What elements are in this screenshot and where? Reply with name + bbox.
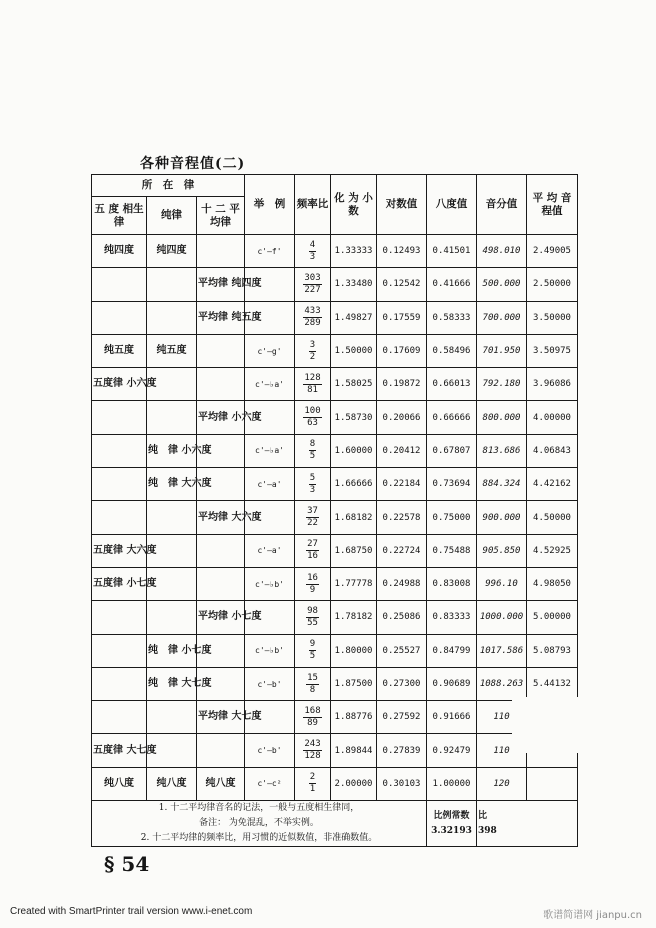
ratio-cell <box>295 767 331 800</box>
equal-cell: 平均律 大七度 <box>197 701 245 734</box>
just-cell <box>147 268 197 301</box>
ratio-fraction <box>303 406 321 429</box>
ratio-cell <box>295 667 331 700</box>
semitone-header: 平 均 音程值 <box>527 175 578 235</box>
just-cell <box>147 701 197 734</box>
decimal-cell: 1.33480 <box>331 268 377 301</box>
table-row <box>92 667 578 700</box>
example-cell: c'—♭a' <box>245 434 295 467</box>
ratio-denominator: 227 <box>304 284 321 295</box>
ratio-cell <box>295 434 331 467</box>
pythagorean-cell: 五度律 小七度 <box>92 567 147 600</box>
octave-cell: 0.91666 <box>427 701 477 734</box>
cents-cell: 110 <box>477 734 527 767</box>
cents-header: 音分值 <box>477 175 527 235</box>
table-row <box>92 368 578 401</box>
decimal-cell: 1.78182 <box>331 601 377 634</box>
pythagorean-header: 五 度 相生律 <box>92 197 147 235</box>
semitone-cell: 3.96086 <box>527 368 578 401</box>
ratio-numerator: 2 <box>309 772 316 783</box>
decimal-header: 化 为 小 数 <box>331 175 377 235</box>
equal-cell <box>197 235 245 268</box>
ratio-denominator: 16 <box>307 551 318 562</box>
table-row <box>92 468 578 501</box>
pythagorean-cell: 纯五度 <box>92 334 147 367</box>
ratio-fraction <box>303 373 321 396</box>
cents-cell: 884.324 <box>477 468 527 501</box>
equal-cell <box>197 734 245 767</box>
cents-cell: 500.000 <box>477 268 527 301</box>
ratio-numerator: 128 <box>304 372 321 383</box>
ratio-denominator: 5 <box>309 451 316 462</box>
table-row <box>92 334 578 367</box>
ratio-numerator: 27 <box>307 539 318 550</box>
example-cell: c'—a' <box>245 534 295 567</box>
pythagorean-cell <box>92 634 147 667</box>
just-cell <box>147 301 197 334</box>
ratio-numerator: 5 <box>309 472 316 483</box>
decimal-cell: 1.77778 <box>331 567 377 600</box>
equal-cell: 平均律 小七度 <box>197 601 245 634</box>
pythagorean-cell: 五度律 大七度 <box>92 734 147 767</box>
semitone-cell: 5.44132 <box>527 667 578 700</box>
log-cell: 0.19872 <box>377 368 427 401</box>
log-cell: 0.30103 <box>377 767 427 800</box>
ratio-numerator: 303 <box>304 272 321 283</box>
equal-cell: 平均律 大六度 <box>197 501 245 534</box>
ratio-fraction <box>306 673 319 696</box>
octave-cell: 1.00000 <box>427 767 477 800</box>
constant-cell-cut <box>477 801 578 847</box>
ratio-denominator: 9 <box>309 584 316 595</box>
equal-cell <box>197 534 245 567</box>
octave-cell: 0.84799 <box>427 634 477 667</box>
just-cell: 纯四度 <box>147 235 197 268</box>
ratio-fraction <box>309 340 316 363</box>
just-cell: 纯 律 大六度 <box>147 468 197 501</box>
octave-cell: 0.41501 <box>427 235 477 268</box>
ratio-numerator: 4 <box>309 239 316 250</box>
ratio-numerator: 168 <box>304 705 321 716</box>
ratio-numerator: 16 <box>307 572 318 583</box>
ratio-denominator: 81 <box>307 384 318 395</box>
decimal-cell: 1.50000 <box>331 334 377 367</box>
log-cell: 0.17559 <box>377 301 427 334</box>
cents-cell: 900.000 <box>477 501 527 534</box>
ratio-denominator: 22 <box>307 518 318 529</box>
semitone-cell: 4.42162 <box>527 468 578 501</box>
ratio-fraction <box>309 240 316 263</box>
log-header: 对数值 <box>377 175 427 235</box>
table-row <box>92 567 578 600</box>
semitone-cell: 4.06843 <box>527 434 578 467</box>
note-line-1: 1. 十二平均律音名的记法，一般与五度相生律同， <box>158 803 360 814</box>
table-row <box>92 235 578 268</box>
notes-cell <box>92 801 427 847</box>
octave-cell: 0.83008 <box>427 567 477 600</box>
just-cell <box>147 501 197 534</box>
ratio-denominator: 128 <box>304 751 321 762</box>
decimal-cell: 1.58730 <box>331 401 377 434</box>
ratio-numerator: 433 <box>304 306 321 317</box>
just-header: 纯律 <box>147 197 197 235</box>
cents-cell: 1088.263 <box>477 667 527 700</box>
log-cell: 0.20066 <box>377 401 427 434</box>
ratio-denominator: 5 <box>309 651 316 662</box>
table-row <box>92 434 578 467</box>
decimal-cell: 1.80000 <box>331 634 377 667</box>
ratio-cell <box>295 235 331 268</box>
octave-cell: 0.67807 <box>427 434 477 467</box>
page-number: § 54 <box>104 852 150 876</box>
log-cell: 0.27839 <box>377 734 427 767</box>
semitone-cell: 3.50975 <box>527 334 578 367</box>
cents-cell: 792.180 <box>477 368 527 401</box>
ratio-cell <box>295 634 331 667</box>
example-cell: c'—a' <box>245 468 295 501</box>
pythagorean-cell <box>92 701 147 734</box>
ratio-numerator: 100 <box>304 406 321 417</box>
example-cell: c'—♭b' <box>245 567 295 600</box>
constant-label: 比例常数 <box>433 810 470 821</box>
table-row <box>92 401 578 434</box>
ratio-numerator: 3 <box>309 339 316 350</box>
decimal-cell: 1.58025 <box>331 368 377 401</box>
ratio-denominator: 8 <box>309 684 316 695</box>
ratio-fraction <box>303 306 321 329</box>
interval-table <box>91 174 578 847</box>
semitone-cell: 5.08793 <box>527 634 578 667</box>
constant-label-cut: 比 <box>478 810 488 821</box>
decimal-cell: 1.68182 <box>331 501 377 534</box>
pythagorean-cell: 纯八度 <box>92 767 147 800</box>
semitone-cell: 2.49005 <box>527 235 578 268</box>
cents-cell: 1017.586 <box>477 634 527 667</box>
ratio-fraction <box>306 506 319 529</box>
log-cell: 0.25086 <box>377 601 427 634</box>
equal-cell: 平均律 小六度 <box>197 401 245 434</box>
decimal-cell: 1.66666 <box>331 468 377 501</box>
octave-cell: 0.41666 <box>427 268 477 301</box>
constant-cell <box>427 801 477 847</box>
semitone-cell: 2.50000 <box>527 268 578 301</box>
ratio-numerator: 98 <box>307 605 318 616</box>
ratio-cell <box>295 401 331 434</box>
log-cell: 0.17609 <box>377 334 427 367</box>
equal-cell: 纯八度 <box>197 767 245 800</box>
log-cell: 0.27300 <box>377 667 427 700</box>
cents-cell: 905.850 <box>477 534 527 567</box>
decimal-cell: 1.60000 <box>331 434 377 467</box>
example-cell: c'—b' <box>245 667 295 700</box>
log-cell: 0.24988 <box>377 567 427 600</box>
table-row <box>92 268 578 301</box>
equal-cell: 平均律 纯五度 <box>197 301 245 334</box>
decimal-cell: 1.87500 <box>331 667 377 700</box>
just-cell: 纯 律 小六度 <box>147 434 197 467</box>
semitone-cell <box>527 767 578 800</box>
decimal-cell: 1.88776 <box>331 701 377 734</box>
ratio-cell <box>295 701 331 734</box>
cents-cell: 110 <box>477 701 527 734</box>
octave-cell: 0.92479 <box>427 734 477 767</box>
table-row <box>92 701 578 734</box>
example-header: 举 例 <box>245 175 295 235</box>
ratio-cell <box>295 534 331 567</box>
table-row <box>92 634 578 667</box>
cents-cell: 800.000 <box>477 401 527 434</box>
octave-cell: 0.58333 <box>427 301 477 334</box>
equal-cell <box>197 334 245 367</box>
ratio-cell <box>295 567 331 600</box>
log-cell: 0.22578 <box>377 501 427 534</box>
just-cell: 纯 律 大七度 <box>147 667 197 700</box>
ratio-cell <box>295 601 331 634</box>
decimal-cell: 1.33333 <box>331 235 377 268</box>
cents-cell: 701.950 <box>477 334 527 367</box>
log-cell: 0.22724 <box>377 534 427 567</box>
ratio-cell <box>295 501 331 534</box>
pythagorean-cell <box>92 301 147 334</box>
ratio-fraction <box>306 573 319 596</box>
pythagorean-cell: 五度律 小六度 <box>92 368 147 401</box>
ratio-denominator: 3 <box>309 251 316 262</box>
pythagorean-cell <box>92 434 147 467</box>
ratio-header: 频率比 <box>295 175 331 235</box>
log-cell: 0.27592 <box>377 701 427 734</box>
octave-cell: 0.75000 <box>427 501 477 534</box>
pythagorean-cell: 纯四度 <box>92 235 147 268</box>
table-row <box>92 601 578 634</box>
ratio-fraction <box>309 772 316 795</box>
decimal-cell: 1.89844 <box>331 734 377 767</box>
pythagorean-cell <box>92 501 147 534</box>
pythagorean-cell <box>92 268 147 301</box>
octave-cell: 0.66666 <box>427 401 477 434</box>
ratio-denominator: 1 <box>309 784 316 795</box>
table-row <box>92 767 578 800</box>
pythagorean-cell <box>92 667 147 700</box>
footer-credit: Created with SmartPrinter trail version www.i-enet.com <box>10 906 253 917</box>
log-cell: 0.12542 <box>377 268 427 301</box>
example-cell: c'—♭b' <box>245 634 295 667</box>
constant-value: 3.32193 <box>431 825 472 836</box>
octave-cell: 0.90689 <box>427 667 477 700</box>
ratio-fraction <box>303 739 321 762</box>
ratio-cell <box>295 368 331 401</box>
octave-cell: 0.75488 <box>427 534 477 567</box>
cents-cell: 498.010 <box>477 235 527 268</box>
table-row <box>92 301 578 334</box>
just-cell: 纯五度 <box>147 334 197 367</box>
equal-cell <box>197 368 245 401</box>
watermark: 歌谱简谱网 jianpu.cn <box>543 910 642 921</box>
semitone-cell: 4.52925 <box>527 534 578 567</box>
example-cell: c'—f' <box>245 235 295 268</box>
ratio-denominator: 63 <box>307 418 318 429</box>
example-cell: c'—g' <box>245 334 295 367</box>
table-row <box>92 501 578 534</box>
semitone-cell: 4.50000 <box>527 501 578 534</box>
ratio-denominator: 55 <box>307 617 318 628</box>
torn-corner <box>512 697 656 753</box>
ratio-denominator: 3 <box>309 484 316 495</box>
cents-cell: 813.686 <box>477 434 527 467</box>
equal-cell <box>197 567 245 600</box>
ratio-fraction <box>306 606 319 629</box>
ratio-numerator: 243 <box>304 739 321 750</box>
just-cell <box>147 601 197 634</box>
log-cell: 0.20412 <box>377 434 427 467</box>
semitone-cell: 5.00000 <box>527 601 578 634</box>
ratio-cell <box>295 468 331 501</box>
pythagorean-cell <box>92 401 147 434</box>
ratio-denominator: 2 <box>309 351 316 362</box>
decimal-cell: 2.00000 <box>331 767 377 800</box>
semitone-cell: 4.98050 <box>527 567 578 600</box>
equal-cell: 平均律 纯四度 <box>197 268 245 301</box>
constant-value-cut: 398 <box>478 825 497 836</box>
ratio-cell <box>295 734 331 767</box>
ratio-denominator: 89 <box>307 717 318 728</box>
ratio-cell <box>295 301 331 334</box>
octave-cell: 0.73694 <box>427 468 477 501</box>
page-title: 各种音程值(二) <box>140 156 246 172</box>
example-cell: c'—♭a' <box>245 368 295 401</box>
just-cell: 纯八度 <box>147 767 197 800</box>
ratio-fraction <box>309 439 316 462</box>
log-cell: 0.12493 <box>377 235 427 268</box>
ratio-fraction <box>303 273 321 296</box>
ratio-denominator: 289 <box>304 318 321 329</box>
just-cell <box>147 401 197 434</box>
ratio-numerator: 9 <box>309 639 316 650</box>
semitone-cell: 4.00000 <box>527 401 578 434</box>
decimal-cell: 1.49827 <box>331 301 377 334</box>
decimal-cell: 1.68750 <box>331 534 377 567</box>
table-row <box>92 534 578 567</box>
ratio-numerator: 37 <box>307 506 318 517</box>
table-row <box>92 734 578 767</box>
pythagorean-cell <box>92 601 147 634</box>
equal-header: 十 二 平均律 <box>197 197 245 235</box>
pythagorean-cell: 五度律 大六度 <box>92 534 147 567</box>
example-cell: c'—c² <box>245 767 295 800</box>
ratio-numerator: 15 <box>307 672 318 683</box>
note-line-2: 备注： 为免混乱，不举实例。 <box>199 818 319 829</box>
ratio-cell <box>295 334 331 367</box>
log-cell: 0.25527 <box>377 634 427 667</box>
ratio-fraction <box>309 639 316 662</box>
log-cell: 0.22184 <box>377 468 427 501</box>
octave-cell: 0.58496 <box>427 334 477 367</box>
pythagorean-cell <box>92 468 147 501</box>
note-line-3: 2. 十二平均律的频率比，用习惯的近似数值，非准确数值。 <box>140 833 378 844</box>
tuning-group-header: 所 在 律 <box>92 175 245 197</box>
cents-cell: 1000.000 <box>477 601 527 634</box>
octave-cell: 0.66013 <box>427 368 477 401</box>
ratio-fraction <box>303 706 321 729</box>
ratio-fraction <box>306 539 319 562</box>
example-cell: c'—b' <box>245 734 295 767</box>
ratio-numerator: 8 <box>309 439 316 450</box>
just-cell: 纯 律 小七度 <box>147 634 197 667</box>
ratio-cell <box>295 268 331 301</box>
cents-cell: 120 <box>477 767 527 800</box>
semitone-cell: 3.50000 <box>527 301 578 334</box>
octave-cell: 0.83333 <box>427 601 477 634</box>
cents-cell: 700.000 <box>477 301 527 334</box>
ratio-fraction <box>309 473 316 496</box>
cents-cell: 996.10 <box>477 567 527 600</box>
octave-header: 八度值 <box>427 175 477 235</box>
